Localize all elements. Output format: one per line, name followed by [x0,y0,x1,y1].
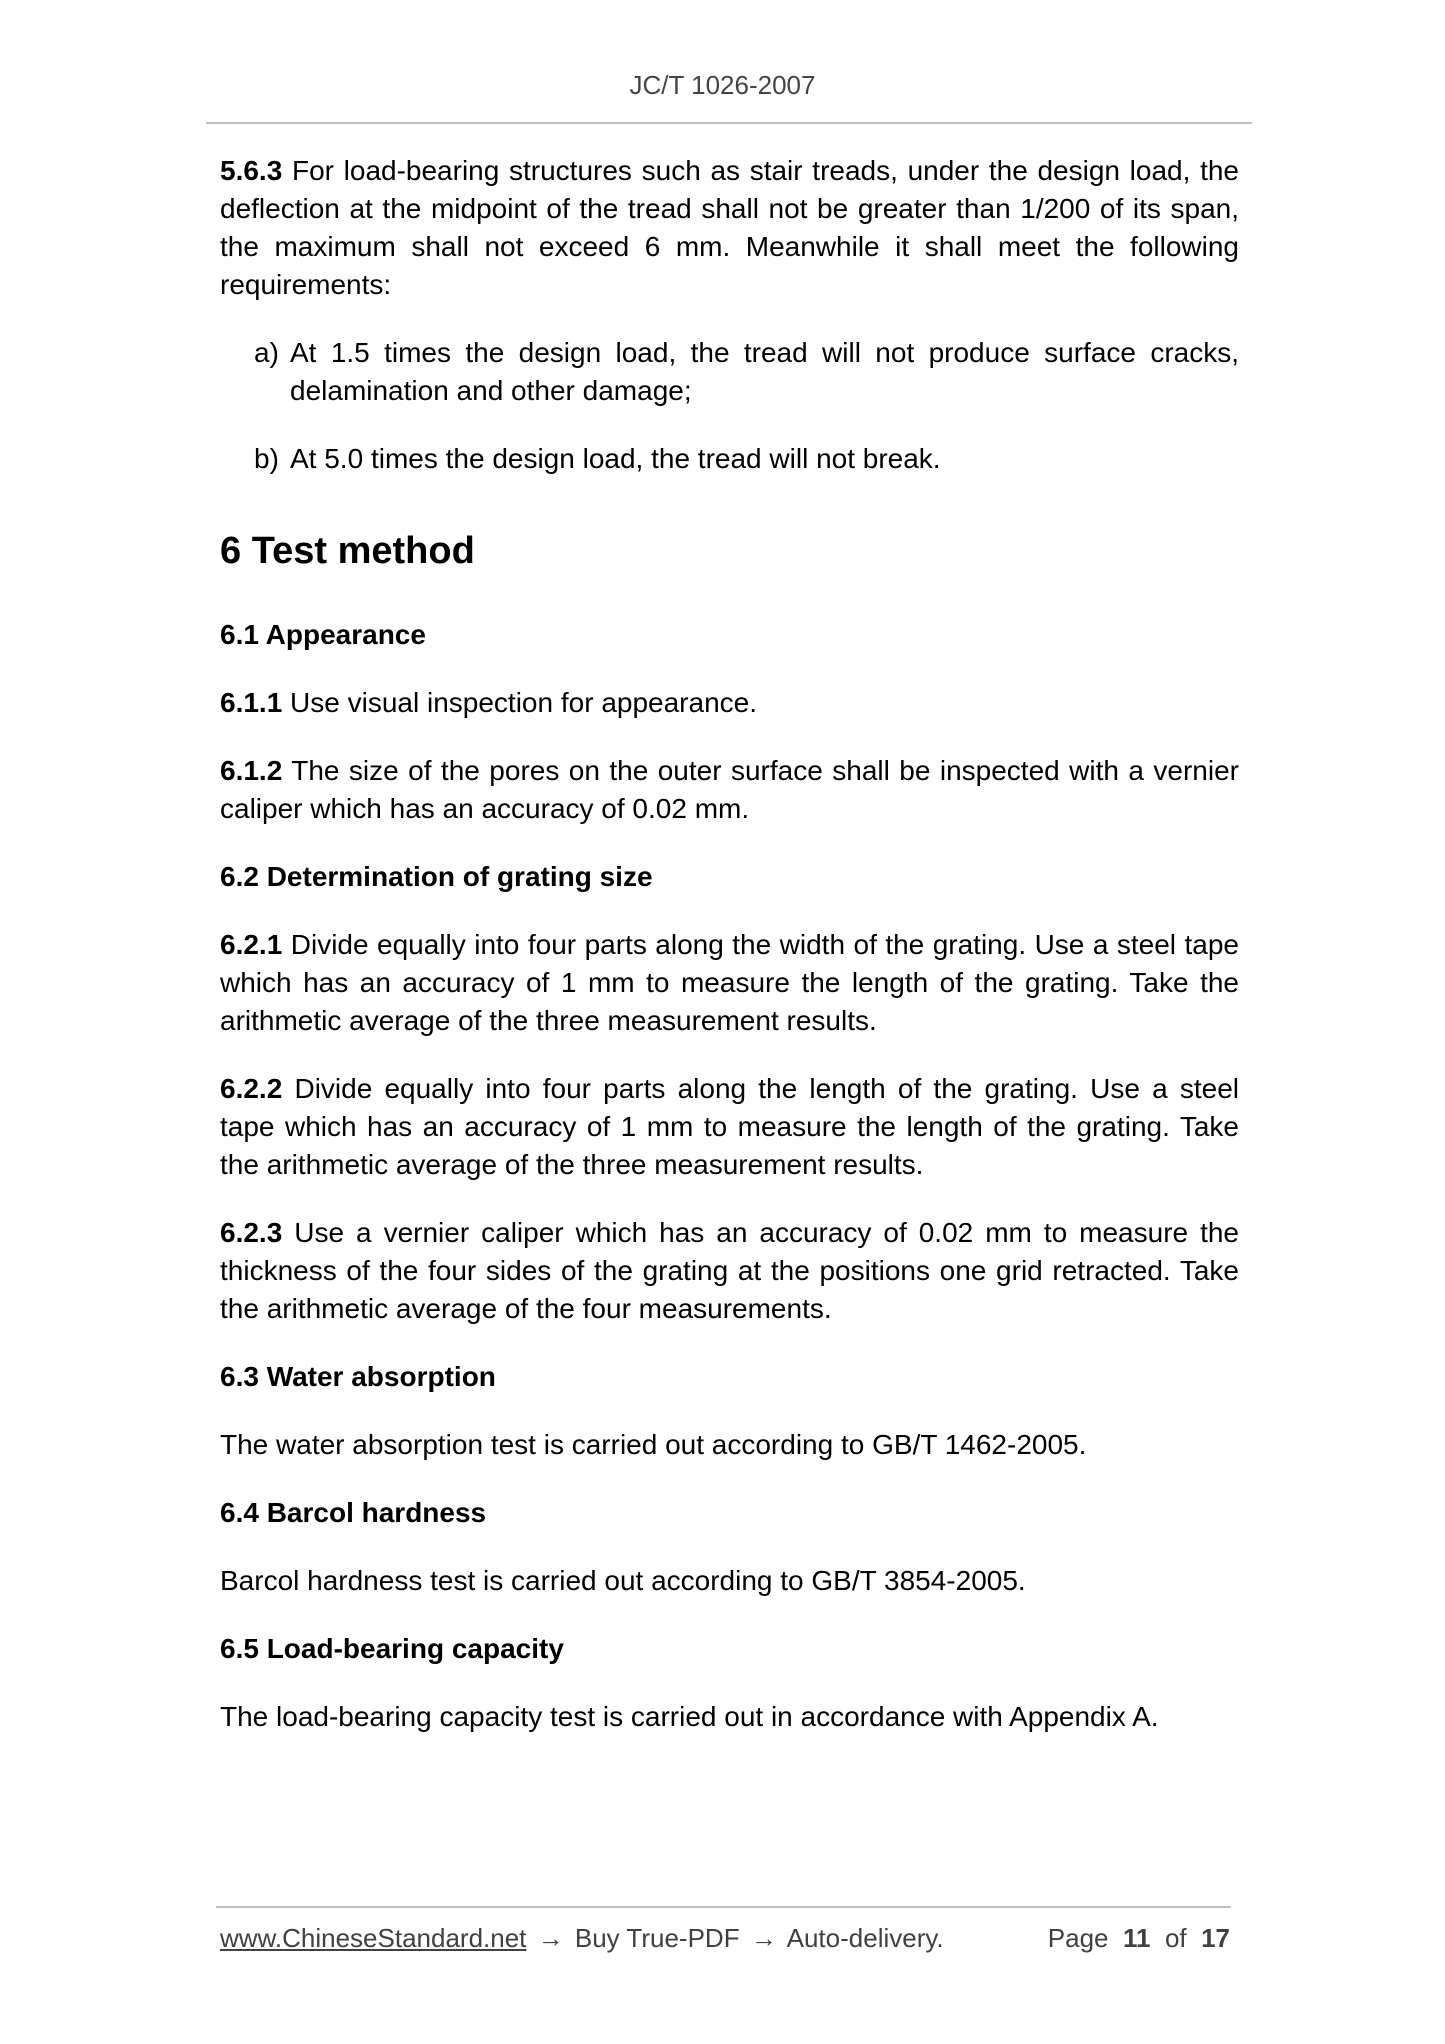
clause-text: For load-bearing structures such as stair treads, under the design load, the deflection at the midpoint of the tread shall not be greater than 1/200 of its span, the maximum shall not exceed 6 mm. Meanwhile it shall meet the following requirements: [220,155,1239,300]
document-header: JC/T 1026-2007 [629,70,816,100]
paragraph-6-2-3 [220,1214,1239,1328]
footer-promo [220,1923,944,1954]
clause-number: 5.6.3 [220,155,283,186]
paragraph-6-2-1 [220,926,1239,1040]
list-marker: a) [254,337,279,368]
clause-number: 6.2.3 [220,1217,283,1248]
header-divider [206,122,1252,124]
list-item-b [254,440,1239,478]
subsection-heading-6-3: 6.3 Water absorption [220,1361,496,1392]
page-indicator [1048,1923,1230,1954]
subsection-heading-6-4: 6.4 Barcol hardness [220,1497,487,1528]
list-item-a [254,334,1239,410]
clause-number: 6.1.2 [220,755,283,786]
clause-text: Divide equally into four parts along the length of the grating. Use a steel tape which has an accuracy of 1 mm to measure the length of the grating. Take the arithmetic average of the three measurement results. [220,1073,1239,1180]
website-link[interactable]: www.ChineseStandard.net [220,1923,527,1953]
subsection-heading-6-2: 6.2 Determination of grating size [220,861,653,892]
section-heading-6: 6 Test method [220,530,475,572]
clause-number: 6.1.1 [220,687,283,718]
of-label: of [1164,1923,1187,1953]
paragraph-6-5: The load-bearing capacity test is carried out in accordance with Appendix A. [220,1701,1159,1732]
arrow-right-icon: → [750,1923,777,1953]
document-footer [220,1923,1230,1954]
paragraph-6-2-2 [220,1070,1239,1184]
delivery-text: Auto-delivery. [786,1923,944,1953]
clause-text: Use visual inspection for appearance. [282,687,757,718]
buy-text: Buy True-PDF [574,1923,740,1953]
clause-text: Divide equally into four parts along the width of the grating. Use a steel tape which has an accuracy of 1 mm to measure the length of the grating. Take the arithmetic average of the three measurement results. [220,929,1239,1036]
clause-number: 6.2.2 [220,1073,283,1104]
subsection-heading-6-1: 6.1 Appearance [220,619,426,650]
current-page: 11 [1122,1923,1151,1953]
footer-divider [216,1906,1231,1908]
paragraph-6-1-1 [220,684,1239,722]
subsection-heading-6-5: 6.5 Load-bearing capacity [220,1633,564,1664]
list-marker: b) [254,443,279,474]
list-item-text: At 1.5 times the design load, the tread will not produce surface cracks, delamination and other damage; [290,337,1239,406]
clause-text: Use a vernier caliper which has an accuracy of 0.02 mm to measure the thickness of the four sides of the grating at the positions one grid retracted. Take the arithmetic average of the four measurements. [220,1217,1239,1324]
document-body [220,152,1239,1766]
paragraph-5-6-3 [220,152,1239,304]
paragraph-6-1-2 [220,752,1239,828]
page-label: Page [1047,1923,1109,1953]
paragraph-6-3: The water absorption test is carried out according to GB/T 1462-2005. [220,1429,1087,1460]
clause-number: 6.2.1 [220,929,283,960]
paragraph-6-4: Barcol hardness test is carried out according to GB/T 3854-2005. [220,1565,1026,1596]
arrow-right-icon: → [537,1923,564,1953]
total-pages: 17 [1201,1923,1230,1953]
list-item-text: At 5.0 times the design load, the tread will not break. [290,443,941,474]
clause-text: The size of the pores on the outer surface shall be inspected with a vernier caliper which has an accuracy of 0.02 mm. [220,755,1239,824]
